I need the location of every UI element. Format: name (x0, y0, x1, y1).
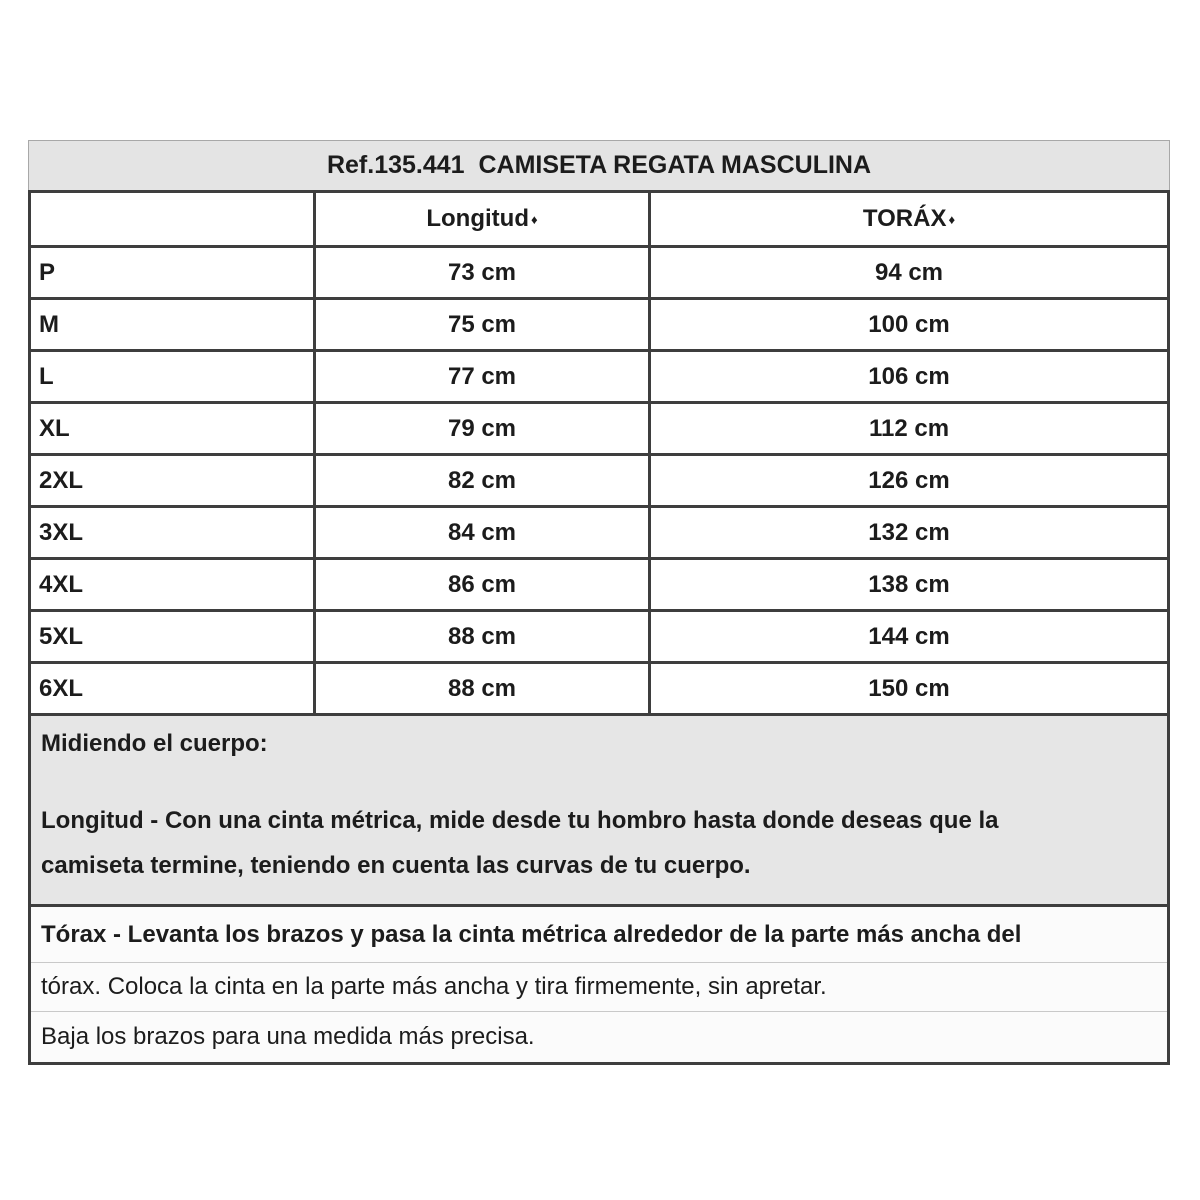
size-label: M (39, 310, 59, 338)
size-table (28, 190, 1170, 1065)
table-row (31, 248, 1167, 300)
table-row (31, 404, 1167, 456)
size-chart-title: Ref.135.441 CAMISETA REGATA MASCULINA (28, 140, 1170, 190)
size-label: 3XL (39, 518, 84, 546)
torax-note-line2: tórax. Coloca la cinta en la parte más ancha y tira firmemente, sin apretar. (31, 962, 1167, 1011)
longitud-note-line1: Longitud - Con una cinta métrica, mide desde tu hombro hasta donde deseas que la (41, 807, 999, 834)
measuring-notes-heading: Midiendo el cuerpo: (41, 730, 268, 757)
torax-value: 144 cm (648, 612, 1167, 661)
column-header-torax-label: TORÁX (862, 205, 947, 232)
footnote-diamond-icon: ♦ (530, 211, 538, 227)
size-label: 4XL (39, 570, 84, 598)
torax-note-line3: Baja los brazos para una medida más precisa. (31, 1011, 1167, 1062)
torax-notes-section (31, 904, 1167, 1062)
longitud-value: 79 cm (313, 404, 648, 453)
longitud-value: 77 cm (313, 352, 648, 401)
longitud-note-line2: camiseta termine, teniendo en cuenta las curvas de tu cuerpo. (41, 852, 751, 879)
torax-value: 106 cm (648, 352, 1167, 401)
size-label: 5XL (39, 622, 84, 650)
size-table-body (31, 248, 1167, 716)
torax-value: 94 cm (648, 248, 1167, 297)
footnote-diamond-icon: ♦ (948, 211, 956, 227)
table-row (31, 456, 1167, 508)
column-header-longitud (313, 193, 648, 245)
longitud-value: 88 cm (313, 664, 648, 713)
table-row (31, 508, 1167, 560)
size-label: 2XL (39, 466, 84, 494)
longitud-note (41, 798, 1157, 888)
longitud-value: 84 cm (313, 508, 648, 557)
table-row (31, 352, 1167, 404)
table-row (31, 560, 1167, 612)
torax-value: 112 cm (648, 404, 1167, 453)
size-label: L (39, 362, 54, 390)
torax-value: 150 cm (648, 664, 1167, 713)
torax-value: 126 cm (648, 456, 1167, 505)
torax-value: 132 cm (648, 508, 1167, 557)
size-label: P (39, 258, 56, 286)
column-header-size (31, 193, 313, 245)
column-header-torax (648, 193, 1167, 245)
longitud-value: 86 cm (313, 560, 648, 609)
torax-note-line1: Tórax - Levanta los brazos y pasa la cinta métrica alrededor de la parte más ancha del (41, 920, 1022, 948)
column-header-longitud-label: Longitud (426, 205, 529, 232)
longitud-value: 75 cm (313, 300, 648, 349)
size-chart (28, 140, 1170, 1065)
table-row (31, 664, 1167, 716)
size-table-header-row (31, 193, 1167, 248)
size-label: XL (39, 414, 70, 442)
size-label: 6XL (39, 674, 84, 702)
torax-value: 138 cm (648, 560, 1167, 609)
longitud-value: 82 cm (313, 456, 648, 505)
table-row (31, 612, 1167, 664)
torax-value: 100 cm (648, 300, 1167, 349)
measuring-notes-section (31, 716, 1167, 904)
longitud-value: 88 cm (313, 612, 648, 661)
longitud-value: 73 cm (313, 248, 648, 297)
table-row (31, 300, 1167, 352)
